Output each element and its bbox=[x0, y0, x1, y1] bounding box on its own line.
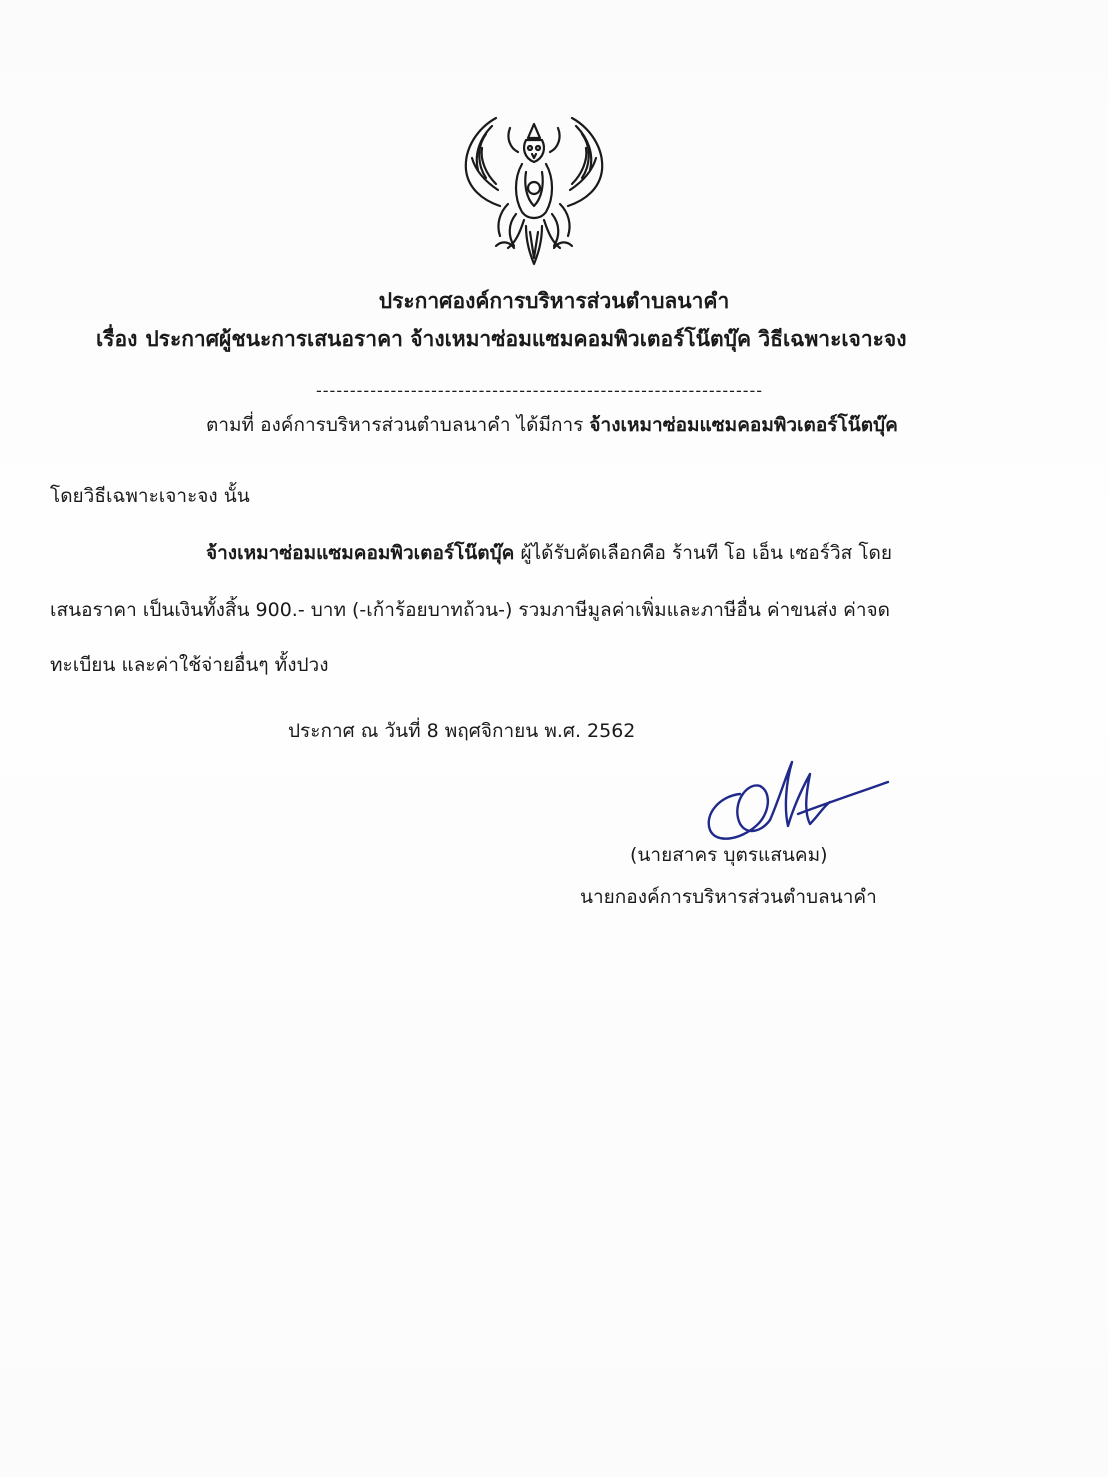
handwritten-signature bbox=[700, 752, 890, 852]
p1-bold-text: จ้างเหมาซ่อมแซมคอมพิวเตอร์โน๊ตบุ๊ค bbox=[589, 414, 898, 436]
subject-text: ประกาศผู้ชนะการเสนอราคา จ้างเหมาซ่อมแซมคอมพิวเตอร์โน๊ตบุ๊ค วิธีเฉพาะเจาะจง bbox=[145, 327, 907, 351]
subject-prefix: เรื่อง bbox=[96, 327, 138, 351]
divider-line: ------------------------------------------------------------------ bbox=[316, 381, 764, 400]
garuda-emblem-icon bbox=[456, 108, 612, 268]
paragraph-2-line-2: เสนอราคา เป็นเงินทั้งสิ้น 900.- บาท (-เก้าร้อยบาทถ้วน-) รวมภาษีมูลค่าเพิ่มและภาษีอื่น ค่าขนส่ง ค่าจด bbox=[50, 599, 890, 621]
announcement-subject bbox=[96, 326, 907, 352]
p2-bold-text: จ้างเหมาซ่อมแซมคอมพิวเตอร์โน๊ตบุ๊ค bbox=[206, 542, 515, 564]
paragraph-1-line-1 bbox=[206, 412, 898, 438]
paragraph-1-line-2: โดยวิธีเฉพาะเจาะจง นั้น bbox=[50, 485, 250, 507]
paragraph-2-line-1 bbox=[206, 540, 892, 566]
signatory-name: (นายสาคร บุตรแสนคม) bbox=[630, 844, 828, 866]
announcement-date: ประกาศ ณ วันที่ 8 พฤศจิกายน พ.ศ. 2562 bbox=[288, 720, 636, 742]
p1-lead-text: ตามที่ องค์การบริหารส่วนตำบลนาคำ ได้มีการ bbox=[206, 414, 584, 436]
p2-lead-text: ผู้ได้รับคัดเลือกคือ ร้านที โอ เอ็น เซอร์วิส โดย bbox=[520, 542, 892, 564]
signatory-position: นายกองค์การบริหารส่วนตำบลนาคำ bbox=[580, 886, 877, 908]
paragraph-2-line-3: ทะเบียน และค่าใช้จ่ายอื่นๆ ทั้งปวง bbox=[50, 654, 329, 676]
announcement-title: ประกาศองค์การบริหารส่วนตำบลนาคำ bbox=[378, 289, 730, 313]
